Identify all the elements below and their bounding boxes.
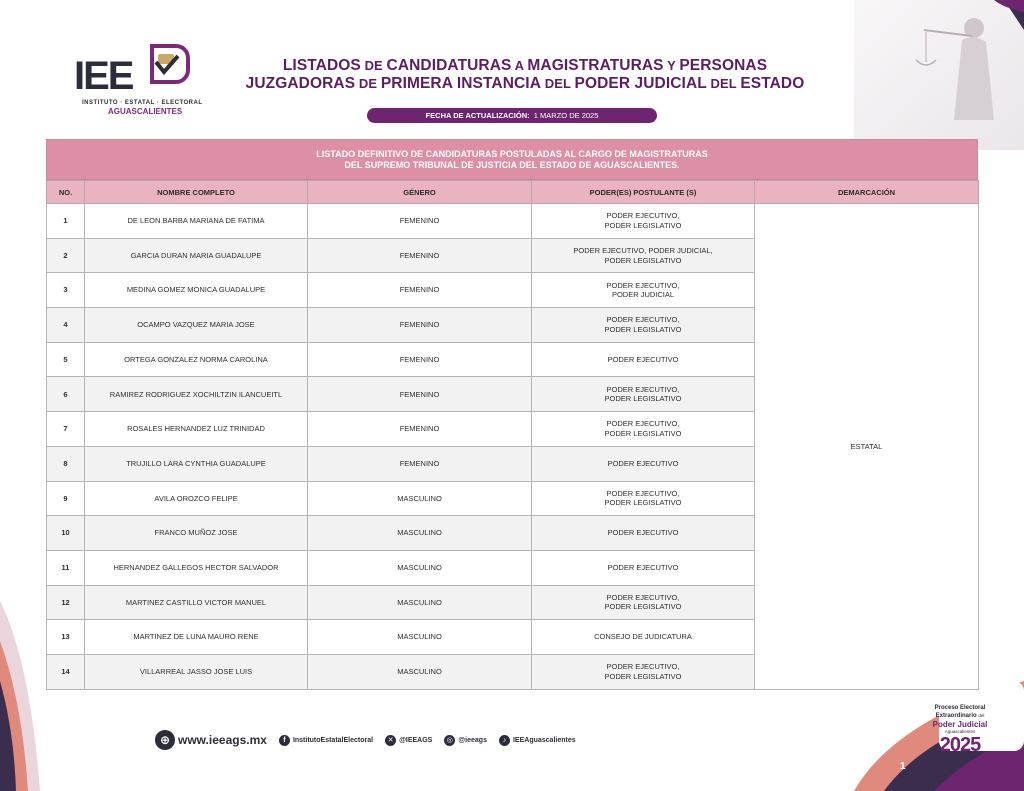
poder-line: PODER EJECUTIVO, [606, 592, 680, 602]
cell-gender: FEMENINO [308, 412, 532, 447]
cell-no: 12 [47, 585, 85, 620]
cell-poder [532, 516, 755, 551]
iee-logo [70, 40, 203, 120]
cell-demarcacion: ESTATAL [755, 204, 979, 690]
cell-poder [532, 481, 755, 516]
poder-line: PODER LEGISLATIVO [604, 498, 682, 508]
poder-line: PODER EJECUTIVO, [606, 662, 680, 672]
poder-line: PODER EJECUTIVO, [606, 315, 680, 325]
poder-line: PODER LEGISLATIVO [604, 394, 682, 404]
cell-no: 13 [47, 620, 85, 655]
poder-line: PODER EJECUTIVO, [606, 280, 680, 290]
header-no: NO. [47, 181, 85, 204]
cell-poder [532, 273, 755, 308]
cell-gender: MASCULINO [308, 516, 532, 551]
cell-no: 14 [47, 654, 85, 689]
cell-poder [532, 550, 755, 585]
update-date-pill [367, 108, 657, 123]
facebook-icon: f [279, 735, 290, 746]
cell-gender: FEMENINO [308, 273, 532, 308]
cell-no: 10 [47, 516, 85, 551]
footer-links [155, 729, 576, 751]
poder-line: CONSEJO DE JUDICATURA [594, 632, 692, 642]
justice-statue-decoration [854, 0, 1024, 150]
page-title [220, 57, 830, 93]
logo-subtitle: INSTITUTO · ESTATAL · ELECTORAL [82, 100, 203, 106]
cell-gender: FEMENINO [308, 238, 532, 273]
ballot-check-icon [146, 42, 190, 86]
table-header-row [47, 181, 979, 204]
cell-no: 7 [47, 412, 85, 447]
cell-poder [532, 412, 755, 447]
cell-gender: FEMENINO [308, 377, 532, 412]
cell-name: HERNANDEZ GALLEGOS HECTOR SALVADOR [85, 550, 308, 585]
header-name: NOMBRE COMPLETO [85, 181, 308, 204]
poder-line: PODER EJECUTIVO [607, 528, 679, 538]
cell-poder [532, 308, 755, 343]
cell-no: 9 [47, 481, 85, 516]
cell-name: GARCIA DURAN MARIA GUADALUPE [85, 238, 308, 273]
poder-line: PODER EJECUTIVO, [606, 488, 680, 498]
cell-gender: FEMENINO [308, 342, 532, 377]
process-badge: Proceso Electoral Extraordinario del Poder Judicial Aguascalientes 2025 [932, 705, 988, 756]
tiktok-icon: ♪ [499, 735, 510, 746]
candidates-table-section [46, 139, 978, 690]
date-value: 1 MARZO DE 2025 [533, 111, 599, 120]
cell-no: 11 [47, 550, 85, 585]
tiktok-link[interactable]: ♪ IEEAguascalientes [499, 735, 576, 746]
cell-no: 3 [47, 273, 85, 308]
candidates-table [46, 180, 979, 690]
website-link[interactable] [155, 730, 267, 750]
x-link[interactable]: ✕ @IEEAGS [385, 735, 432, 746]
instagram-icon: ◎ [444, 735, 455, 746]
cell-no: 8 [47, 446, 85, 481]
cell-name: MARTINEZ CASTILLO VICTOR MANUEL [85, 585, 308, 620]
cell-name: FRANCO MUÑOZ JOSE [85, 516, 308, 551]
x-icon: ✕ [385, 735, 396, 746]
cell-gender: MASCULINO [308, 550, 532, 585]
cell-gender: FEMENINO [308, 446, 532, 481]
cell-poder [532, 204, 755, 239]
logo-letters: IEE [74, 54, 133, 98]
cell-gender: MASCULINO [308, 585, 532, 620]
poder-line: PODER JUDICIAL [611, 290, 675, 300]
cell-poder [532, 585, 755, 620]
poder-line: PODER EJECUTIVO, [606, 419, 680, 429]
cell-name: AVILA OROZCO FELIPE [85, 481, 308, 516]
cell-gender: FEMENINO [308, 308, 532, 343]
logo-state: AGUASCALIENTES [108, 107, 183, 116]
title-line-2: JUZGADORAS DE PRIMERA INSTANCIA DEL PODER JUDICIAL DEL ESTADO [245, 75, 805, 92]
poder-line: PODER EJECUTIVO, [606, 384, 680, 394]
cell-name: MEDINA GOMEZ MONICA GUADALUPE [85, 273, 308, 308]
cell-gender: MASCULINO [308, 481, 532, 516]
cell-no: 5 [47, 342, 85, 377]
cell-name: ORTEGA GONZALEZ NORMA CAROLINA [85, 342, 308, 377]
poder-line: PODER EJECUTIVO [607, 458, 679, 468]
cell-name: VILLARREAL JASSO JOSE LUIS [85, 654, 308, 689]
date-label: FECHA DE ACTUALIZACIÓN: [425, 111, 530, 120]
poder-line: PODER EJECUTIVO [607, 562, 679, 572]
table-title: LISTADO DEFINITIVO DE CANDIDATURAS POSTULADAS AL CARGO DE MAGISTRATURAS DEL SUPREMO TRIBUNAL DE JUSTICIA DEL ESTADO DE AGUASCALIENTES. [46, 139, 978, 180]
cell-no: 2 [47, 238, 85, 273]
poder-line: PODER LEGISLATIVO [604, 255, 682, 265]
header-gender: GÉNERO [308, 181, 532, 204]
cell-name: OCAMPO VAZQUEZ MARIA JOSE [85, 308, 308, 343]
cell-poder [532, 654, 755, 689]
poder-line: PODER EJECUTIVO, [606, 211, 680, 221]
cell-poder [532, 446, 755, 481]
poder-line: PODER LEGISLATIVO [604, 324, 682, 334]
facebook-link[interactable]: f InstitutoEstatalElectoral [279, 735, 373, 746]
cell-name: ROSALES HERNANDEZ LUZ TRINIDAD [85, 412, 308, 447]
title-line-1: LISTADOS DE CANDIDATURAS A MAGISTRATURAS Y PERSONAS [282, 57, 768, 74]
cell-name: DE LEON BARBA MARIANA DE FATIMA [85, 204, 308, 239]
poder-line: PODER LEGISLATIVO [604, 602, 682, 612]
cell-gender: MASCULINO [308, 654, 532, 689]
website-text: www.ieeags.mx [178, 733, 267, 747]
cell-poder [532, 342, 755, 377]
cell-no: 4 [47, 308, 85, 343]
cell-poder [532, 377, 755, 412]
cell-name: MARTINEZ DE LUNA MAURO RENE [85, 620, 308, 655]
header-demarcacion: DEMARCACIÓN [755, 181, 979, 204]
cell-no: 1 [47, 204, 85, 239]
cell-poder [532, 238, 755, 273]
page-number: 1 [900, 761, 906, 772]
cell-poder [532, 620, 755, 655]
cell-name: RAMIREZ RODRIGUEZ XOCHILTZIN ILANCUEITL [85, 377, 308, 412]
globe-icon: ⊕ [155, 730, 175, 750]
poder-line: PODER LEGISLATIVO [604, 428, 682, 438]
cell-gender: FEMENINO [308, 204, 532, 239]
instagram-link[interactable]: ◎ @ieeags [444, 735, 487, 746]
poder-line: PODER LEGISLATIVO [604, 220, 682, 230]
cell-no: 6 [47, 377, 85, 412]
header-poder: PODER(ES) POSTULANTE (S) [532, 181, 755, 204]
poder-line: PODER EJECUTIVO [607, 354, 679, 364]
table-row [47, 204, 979, 239]
poder-line: PODER EJECUTIVO, PODER JUDICIAL, [573, 246, 713, 256]
poder-line: PODER LEGISLATIVO [604, 671, 682, 681]
cell-gender: MASCULINO [308, 620, 532, 655]
cell-name: TRUJILLO LARA CYNTHIA GUADALUPE [85, 446, 308, 481]
